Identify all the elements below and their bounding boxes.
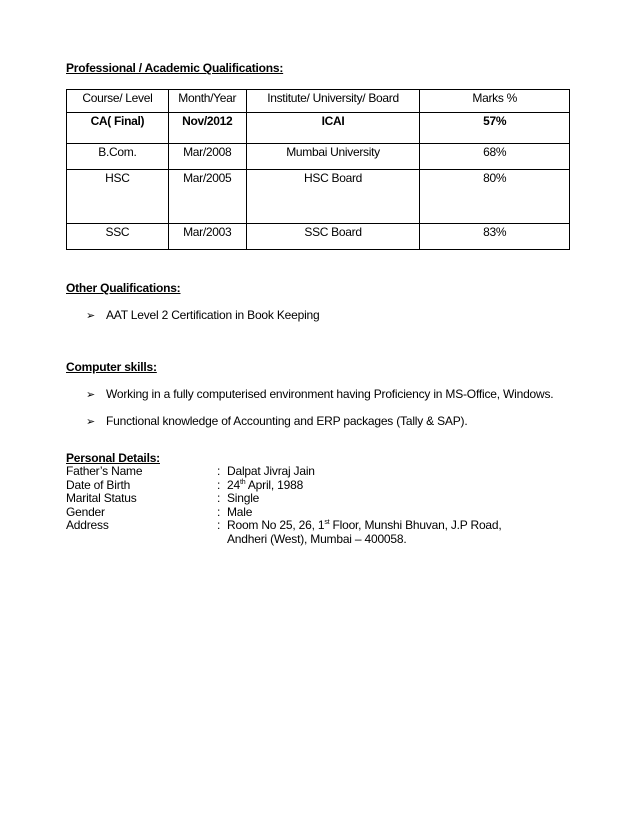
cell-marks: 68% xyxy=(420,144,570,170)
cell-month-year: Mar/2005 xyxy=(168,170,246,224)
dob-day: 24 xyxy=(227,477,240,492)
cell-marks: 80% xyxy=(420,170,570,224)
colon: : xyxy=(217,518,221,532)
dob-suffix: th xyxy=(239,478,246,486)
address-floor-suffix: st xyxy=(324,519,330,526)
list-item xyxy=(86,414,467,428)
dob-label: Date of Birth xyxy=(66,477,131,492)
marital-status-value: Single xyxy=(227,491,260,505)
colon: : xyxy=(217,477,221,492)
qualifications-table xyxy=(66,89,570,250)
cell-course: CA( Final) xyxy=(67,113,169,144)
cell-marks: 57% xyxy=(420,113,570,144)
address-line-1-end: Floor, Munshi Bhuvan, J.P Road, xyxy=(329,518,502,532)
dob-value xyxy=(227,479,303,493)
gender-value: Male xyxy=(227,504,253,519)
table-header-row xyxy=(67,90,570,113)
header-institute: Institute/ University/ Board xyxy=(246,90,420,113)
gender-label: Gender xyxy=(66,504,105,519)
fathers-name-value: Dalpat Jivraj Jain xyxy=(227,464,315,478)
list-item xyxy=(86,387,553,401)
address-line-1 xyxy=(227,519,502,533)
list-item xyxy=(86,308,319,322)
table-row xyxy=(67,113,570,144)
cell-marks: 83% xyxy=(420,224,570,250)
dob-rest: April, 1988 xyxy=(245,477,304,492)
marital-status-label: Marital Status xyxy=(66,491,137,505)
address-label: Address xyxy=(66,518,109,532)
list-item-text: Functional knowledge of Accounting and ERP packages (Tally & SAP). xyxy=(106,414,468,428)
table-row xyxy=(67,144,570,170)
arrow-bullet-icon: ➢ xyxy=(86,310,96,322)
header-marks: Marks % xyxy=(420,90,570,113)
arrow-bullet-icon: ➢ xyxy=(86,416,96,428)
cell-month-year: Mar/2008 xyxy=(168,144,246,170)
arrow-bullet-icon: ➢ xyxy=(86,389,96,401)
address-line-1-start: Room No 25, 26, 1 xyxy=(227,518,325,532)
professional-qualifications-heading: Professional / Academic Qualifications: xyxy=(66,61,284,75)
cell-course: SSC xyxy=(67,224,169,250)
cell-institute: ICAI xyxy=(246,113,420,144)
colon: : xyxy=(217,464,221,478)
cell-institute: HSC Board xyxy=(246,170,420,224)
list-item-text: Working in a fully computerised environment having Proficiency in MS-Office, Windows. xyxy=(106,387,554,401)
table-row xyxy=(67,170,570,224)
personal-details-heading: Personal Details: xyxy=(66,451,160,465)
address-line-2: Andheri (West), Mumbai – 400058. xyxy=(227,531,407,546)
computer-skills-heading: Computer skills: xyxy=(66,360,157,374)
fathers-name-label: Father’s Name xyxy=(66,464,143,478)
header-course-level: Course/ Level xyxy=(67,90,169,113)
header-month-year: Month/Year xyxy=(168,90,246,113)
cell-institute: SSC Board xyxy=(246,224,420,250)
cell-course: HSC xyxy=(67,170,169,224)
cell-course: B.Com. xyxy=(67,144,169,170)
colon: : xyxy=(217,504,221,519)
cell-month-year: Mar/2003 xyxy=(168,224,246,250)
colon: : xyxy=(217,491,221,505)
list-item-text: AAT Level 2 Certification in Book Keeping xyxy=(106,308,320,322)
cell-month-year: Nov/2012 xyxy=(168,113,246,144)
cell-institute: Mumbai University xyxy=(246,144,420,170)
other-qualifications-heading: Other Qualifications: xyxy=(66,281,181,295)
table-row xyxy=(67,224,570,250)
